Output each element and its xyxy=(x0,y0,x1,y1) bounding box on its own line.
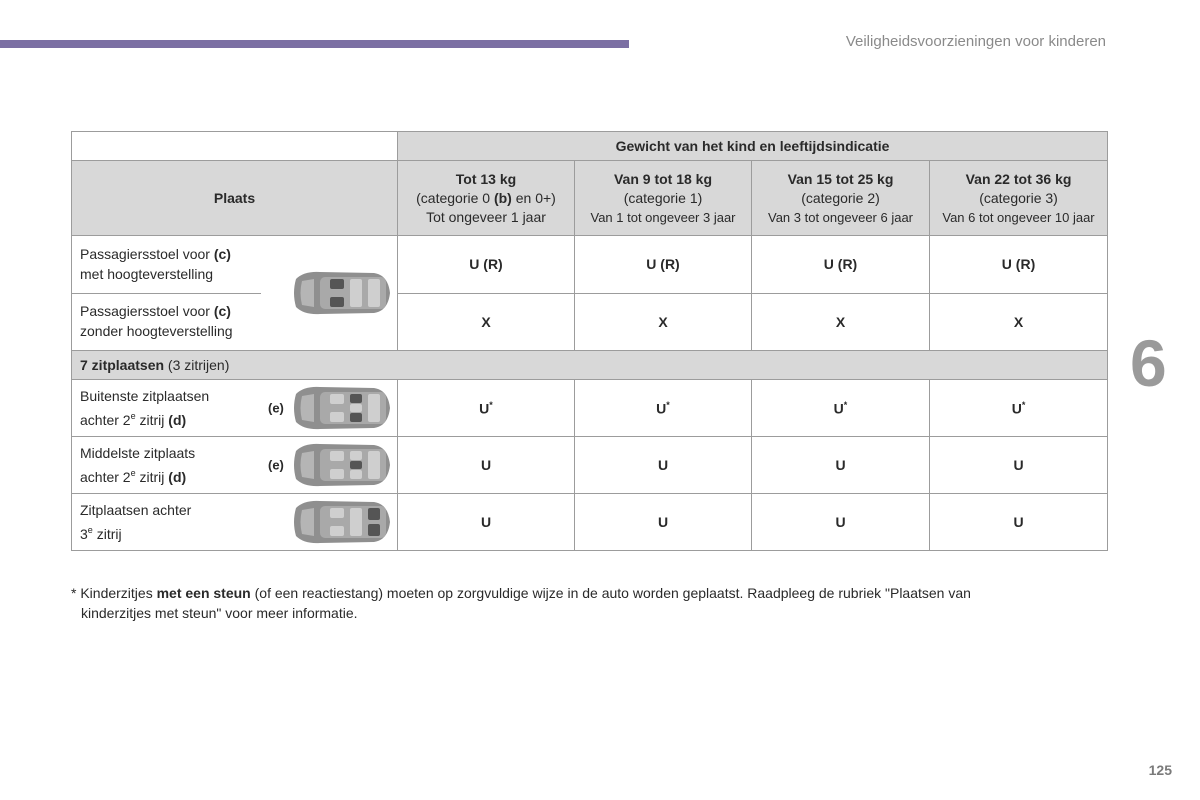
place-label: Middelste zitplaats achter 2e zitrij (d) xyxy=(80,445,196,485)
value-cell: X xyxy=(575,293,752,351)
value-cell: U xyxy=(398,494,575,551)
value-cell: X xyxy=(752,293,930,351)
value-cell: U xyxy=(575,437,752,494)
col-header-0: Tot 13 kg (categorie 0 (b) en 0+) Tot ongeveer 1 jaar xyxy=(398,161,575,236)
value-cell: U (R) xyxy=(575,236,752,294)
value-cell: U xyxy=(752,494,930,551)
value-cell: X xyxy=(930,293,1108,351)
value-cell: U (R) xyxy=(930,236,1108,294)
value-cell: U xyxy=(752,437,930,494)
note-tag: (e) xyxy=(268,457,284,473)
value-cell: U xyxy=(930,494,1108,551)
value-cell: U* xyxy=(575,380,752,437)
place-label: Passagiersstoel voor (c) met hoogteverstelling xyxy=(80,246,231,282)
car-third-row-icon xyxy=(290,498,392,546)
note-tag: (e) xyxy=(268,400,284,416)
place-label: Zitplaatsen achter 3e zitrij xyxy=(80,502,192,542)
place-label: Passagiersstoel voor (c) zonder hoogteverstelling xyxy=(80,303,233,339)
section-title: Veiligheidsvoorzieningen voor kinderen xyxy=(845,33,1106,50)
col-header-1: Van 9 tot 18 kg (categorie 1) Van 1 tot ongeveer 3 jaar xyxy=(575,161,752,236)
accent-bar xyxy=(0,40,629,48)
outer-second-row-place-cell xyxy=(72,380,398,437)
car-front-seat-icon xyxy=(290,269,392,317)
col-header-3: Van 22 tot 36 kg (categorie 3) Van 6 tot ongeveer 10 jaar xyxy=(930,161,1108,236)
value-cell: U* xyxy=(930,380,1108,437)
value-cell: U xyxy=(930,437,1108,494)
place-label: Buitenste zitplaatsen achter 2e zitrij (d) xyxy=(80,388,210,428)
car-second-row-outer-icon xyxy=(290,384,392,432)
middle-second-row-place-cell xyxy=(72,437,398,494)
value-cell: X xyxy=(398,293,575,351)
value-cell: U* xyxy=(752,380,930,437)
third-row-place-cell xyxy=(72,494,398,551)
front-seat-place-cell xyxy=(72,236,398,351)
place-header: Plaats xyxy=(72,161,398,236)
page-number: 125 xyxy=(1148,762,1172,778)
value-cell: U* xyxy=(398,380,575,437)
footnote: * Kinderzitjes met een steun (of een reactiestang) moeten op zorgvuldige wijze in de auto worden geplaatst. Raadpleeg de rubriek "Plaatsen van kinderzitjes met steun" voor meer informatie. xyxy=(71,585,971,621)
child-seat-table xyxy=(71,131,1108,551)
value-cell: U (R) xyxy=(752,236,930,294)
seven-seats-subheader: 7 zitplaatsen (3 zitrijen) xyxy=(72,351,1108,380)
car-second-row-middle-icon xyxy=(290,441,392,489)
weight-group-header: Gewicht van het kind en leeftijdsindicatie xyxy=(398,132,1108,161)
chapter-number: 6 xyxy=(1130,326,1167,400)
value-cell: U (R) xyxy=(398,236,575,294)
value-cell: U xyxy=(575,494,752,551)
col-header-2: Van 15 tot 25 kg (categorie 2) Van 3 tot ongeveer 6 jaar xyxy=(752,161,930,236)
value-cell: U xyxy=(398,437,575,494)
